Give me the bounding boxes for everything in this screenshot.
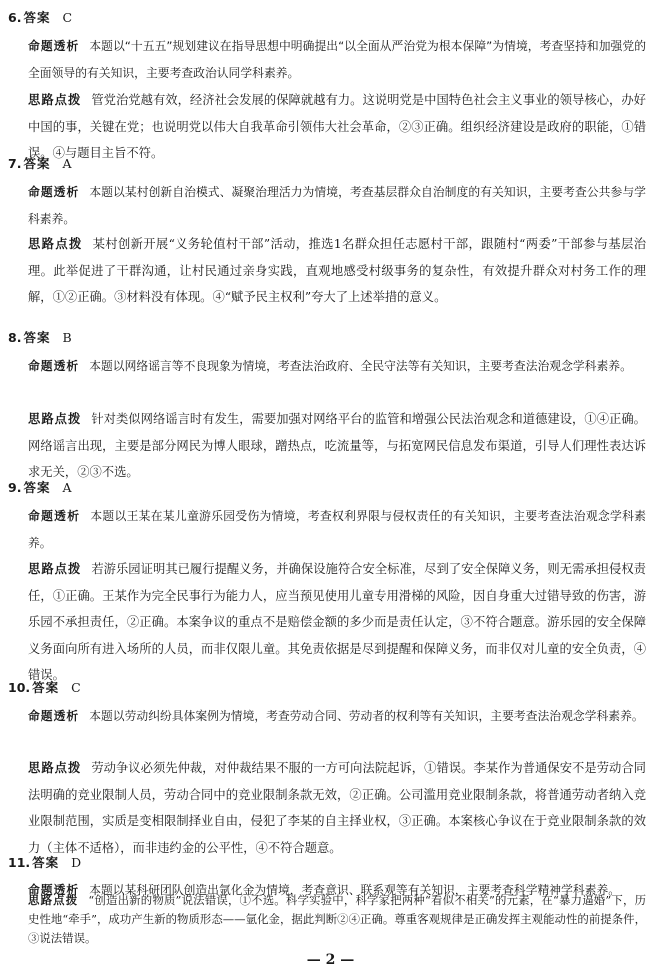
page-number: — 2 — [306, 952, 355, 968]
analysis-label: 命题透析 [28, 359, 80, 373]
answer-line [8, 10, 72, 26]
analysis-text: 本题以王某在某儿童游乐园受伤为情境，考查权利界限与侵权责任的有关知识，主要考查法治观念学科素养。 [28, 509, 646, 550]
guide-paragraph [28, 755, 646, 861]
guide-paragraph [28, 231, 646, 311]
analysis-text: 本题以劳动纠纷具体案例为情境，考查劳动合同、劳动者的权利等有关知识，主要考查法治观念学科素养。 [89, 709, 644, 723]
guide-paragraph [28, 556, 646, 689]
answer-value: A [62, 156, 72, 171]
analysis-label: 命题透析 [28, 39, 80, 53]
guide-label: 思路点拨 [28, 761, 82, 775]
analysis-paragraph [28, 353, 646, 380]
guide-text: 管党治党越有效，经济社会发展的保障就越有力。这说明党是中国特色社会主义事业的领导核心，办好中国的事，关键在党；也说明党以伟大自我革命引领伟大社会革命，②③正确。组织经济建设是政府的职能，①错误。④与题目主旨不符。 [28, 93, 646, 160]
answer-label: 答案 [23, 480, 51, 495]
answer-value: B [62, 330, 72, 345]
analysis-text: 本题以某科研团队创造出氩化金为情境，考查意识、联系观等有关知识，主要考查科学精神学科素养。 [89, 883, 621, 897]
answer-line [8, 156, 72, 172]
guide-label: 思路点拨 [28, 237, 83, 251]
analysis-label: 命题透析 [28, 883, 80, 897]
guide-paragraph [28, 87, 646, 167]
guide-label: 思路点拨 [28, 93, 82, 107]
answer-label: 答案 [23, 330, 51, 345]
answer-value: A [62, 480, 72, 495]
question-number: 9. [8, 480, 22, 495]
analysis-text: 本题以网络谣言等不良现象为情境，考查法治政府、全民守法等有关知识，主要考查法治观念学科素养。 [89, 359, 632, 373]
answer-line [8, 330, 72, 346]
answer-value: C [71, 680, 81, 695]
answer-line [8, 680, 81, 696]
question-number: 8. [8, 330, 22, 345]
answer-value: C [62, 10, 73, 25]
question-11-guide-paragraph [28, 891, 646, 948]
question-number: 11. [8, 855, 31, 870]
guide-text: 针对类似网络谣言时有发生，需要加强对网络平台的监管和增强公民法治观念和道德建设，①④正确。网络谣言出现，主要是部分网民为博人眼球，蹭热点，吃流量等，与拓宽网民信息发布渠道，引导人们理性表达诉求无关，②③不选。 [28, 412, 646, 479]
guide-text: 某村创新开展“义务轮值村干部”活动，推选1名群众担任志愿村干部，跟随村“两委”干部参与基层治理。此举促进了干群沟通，让村民通过亲身实践，直观地感受村级事务的复杂性，有效提升群众对村务工作的理解，①②正确。③材料没有体现。④“赋予民主权利”夸大了上述举措的意义。 [28, 237, 646, 304]
guide-text: 若游乐园证明其已履行提醒义务，并确保设施符合安全标准，尽到了安全保障义务，则无需承担侵权责任，①正确。王某作为完全民事行为能力人，应当预见使用儿童专用滑梯的风险，因自身重大过错导致的伤害，游乐园不承担责任，②正确。本案争议的重点不是赔偿金额的多少而是责任认定，③不符合题意。游乐园的安全保障义务面向所有进入场所的人员，而非仅限儿童。其免责依据是尽到提醒和保障义务，而非仅对儿童的安全负责，④错误。 [28, 562, 646, 682]
answer-line [8, 480, 72, 496]
analysis-label: 命题透析 [28, 709, 80, 723]
guide-text: 劳动争议必须先仲裁，对仲裁结果不服的一方可向法院起诉，①错误。李某作为普通保安不是劳动合同法明确的竞业限制人员，劳动合同中的竞业限制条款无效，②正确。公司滥用竞业限制条款，将普通劳动者纳入竞业限制范围，实质是变相限制择业自由，侵犯了李某的自主择业权，③正确。本案核心争议在于竞业限制条款的效力（主体不适格），而非违约金的公平性，④不符合题意。 [28, 761, 646, 855]
analysis-text: 本题以“十五五”规划建议在指导思想中明确提出“以全面从严治党为根本保障”为情境，考查坚持和加强党的全面领导的有关知识，主要考查政治认同学科素养。 [28, 39, 646, 80]
question-number: 10. [8, 680, 31, 695]
question-number: 7. [8, 156, 22, 171]
answer-value: D [71, 855, 82, 870]
answer-label: 答案 [32, 680, 60, 695]
guide-label: 思路点拨 [28, 562, 82, 576]
answer-line [8, 855, 81, 871]
guide-label: 思路点拨 [28, 412, 82, 426]
analysis-paragraph [28, 703, 646, 730]
guide-text: “创造出新的物质”说法错误，①不选。科学实验中，科学家把两种“看似不相关”的元素，在“暴力逼婚”下，历史性地“牵手”，成功产生新的物质形态——氩化金，据此判断②④正确。尊重客观规律是正确发挥主观能动性的前提条件，③说法错误。 [28, 893, 646, 945]
guide-paragraph [28, 406, 646, 486]
answer-label: 答案 [23, 10, 51, 25]
analysis-paragraph [28, 179, 646, 232]
answer-label: 答案 [23, 156, 51, 171]
answer-label: 答案 [32, 855, 60, 870]
analysis-label: 命题透析 [28, 509, 81, 523]
analysis-text: 本题以某村创新自治模式、凝聚治理活力为情境，考查基层群众自治制度的有关知识，主要考查公共参与学科素养。 [28, 185, 646, 226]
analysis-paragraph [28, 503, 646, 556]
analysis-label: 命题透析 [28, 185, 80, 199]
guide-label: 思路点拨 [28, 893, 79, 907]
analysis-paragraph [28, 33, 646, 86]
question-number: 6. [8, 10, 22, 25]
